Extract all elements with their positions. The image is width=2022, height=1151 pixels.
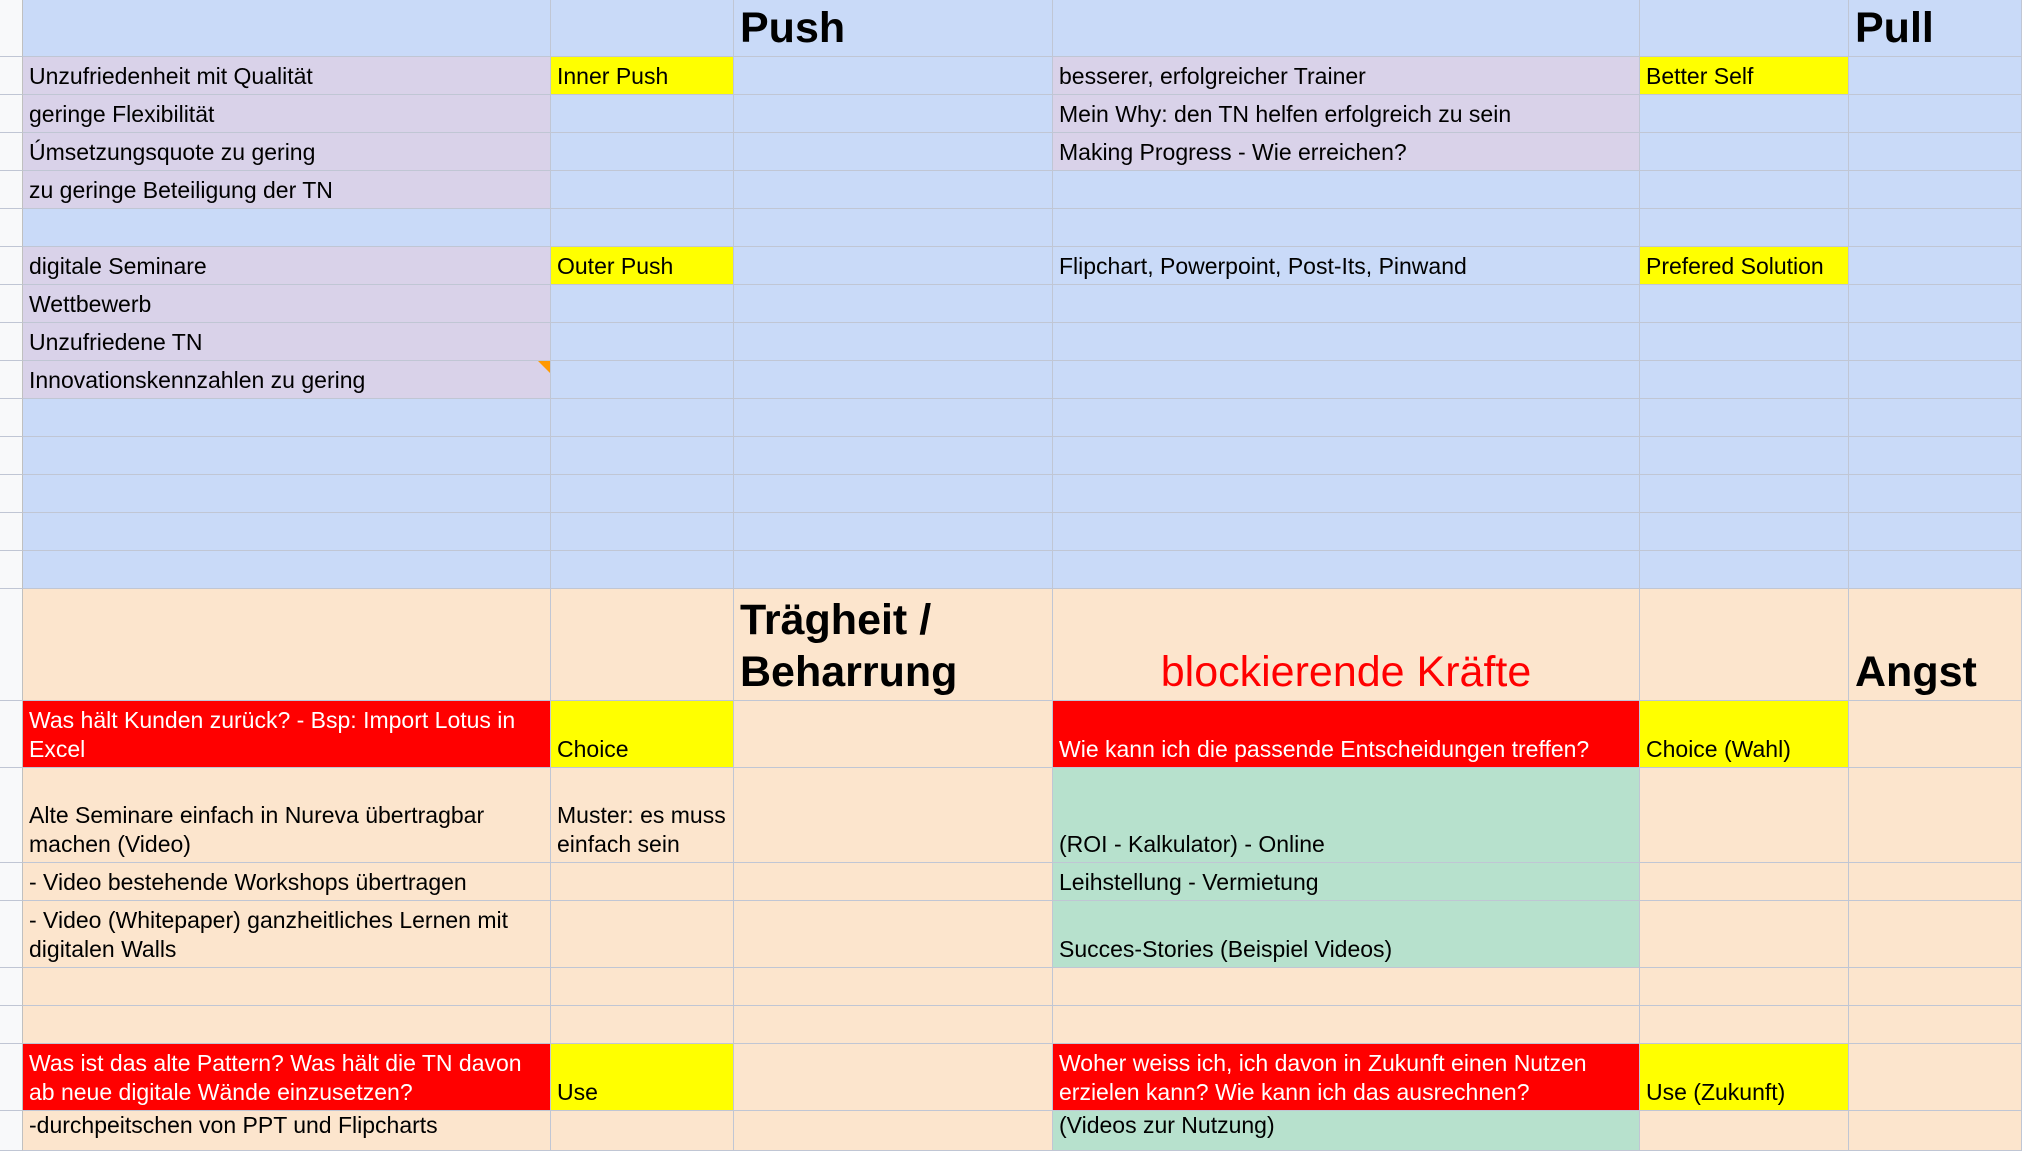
cell[interactable] [1849,901,2022,968]
cell[interactable] [23,437,551,475]
cell[interactable] [734,551,1053,589]
row-header[interactable] [0,95,23,133]
push-item[interactable]: zu geringe Beteiligung der TN [23,171,551,209]
push-item[interactable]: Innovationskennzahlen zu gering [23,361,551,399]
cell[interactable] [23,589,551,701]
cell[interactable] [23,551,551,589]
cell[interactable] [1849,475,2022,513]
cell[interactable] [734,1111,1053,1151]
cell[interactable] [1053,437,1640,475]
cell[interactable] [551,399,734,437]
cell[interactable] [551,95,734,133]
row-header[interactable] [0,323,23,361]
inertia-item[interactable]: - Video (Whitepaper) ganzheitliches Lernen mit digitalen Walls [23,901,551,968]
cell[interactable] [551,901,734,968]
cell[interactable] [734,1044,1053,1111]
choice-question[interactable]: Was hält Kunden zurück? - Bsp: Import Lotus in Excel [23,701,551,768]
row-header[interactable] [0,209,23,247]
inertia-item[interactable]: - Video bestehende Workshops übertragen [23,863,551,901]
cell[interactable] [551,0,734,57]
cell[interactable] [1640,95,1849,133]
cell[interactable] [1640,0,1849,57]
blocking-item[interactable]: Succes-Stories (Beispiel Videos) [1053,901,1640,968]
cell[interactable] [23,513,551,551]
cell[interactable] [1849,1111,2022,1151]
cell[interactable] [1849,437,2022,475]
cell[interactable] [551,437,734,475]
angst-header[interactable]: Angst [1849,589,2022,701]
cell[interactable] [1849,247,2022,285]
row-header[interactable] [0,768,23,863]
push-header[interactable]: Push [734,0,1053,57]
cell[interactable] [1640,968,1849,1006]
cell[interactable] [1849,95,2022,133]
cell[interactable] [734,57,1053,95]
cell[interactable] [1849,171,2022,209]
cell[interactable] [551,171,734,209]
cell[interactable] [1053,0,1640,57]
row-header[interactable] [0,863,23,901]
cell[interactable] [551,863,734,901]
use-right-question[interactable]: Woher weiss ich, ich davon in Zukunft einen Nutzen erzielen kann? Wie kann ich das ausrechnen? [1053,1044,1640,1111]
cell[interactable] [734,768,1053,863]
pull-header[interactable]: Pull [1849,0,2022,57]
cell[interactable] [1849,285,2022,323]
cell[interactable] [551,1111,734,1151]
cell[interactable] [551,968,734,1006]
cell[interactable] [1640,551,1849,589]
cell[interactable] [1640,863,1849,901]
use-right-label[interactable]: Use (Zukunft) [1640,1044,1849,1111]
cell[interactable] [1053,475,1640,513]
row-header[interactable] [0,247,23,285]
row-header[interactable] [0,1111,23,1151]
cell[interactable] [1849,399,2022,437]
row-header[interactable] [0,171,23,209]
cell[interactable] [1849,701,2022,768]
cell[interactable] [1849,133,2022,171]
cell[interactable] [1053,968,1640,1006]
choice-right-question[interactable]: Wie kann ich die passende Entscheidungen treffen? [1053,701,1640,768]
push-item[interactable]: Úmsetzungsquote zu gering [23,133,551,171]
cell[interactable] [1640,171,1849,209]
blocking-forces-header[interactable]: blockierende Kräfte [1053,589,1640,701]
cell[interactable] [734,323,1053,361]
pull-item[interactable]: Mein Why: den TN helfen erfolgreich zu sein [1053,95,1640,133]
prefered-solution-label[interactable]: Prefered Solution [1640,247,1849,285]
cell[interactable] [1053,285,1640,323]
row-header[interactable] [0,901,23,968]
push-item[interactable]: digitale Seminare [23,247,551,285]
row-header[interactable] [0,361,23,399]
cell[interactable] [1053,1006,1640,1044]
cell[interactable] [734,171,1053,209]
cell[interactable] [1640,768,1849,863]
cell[interactable] [734,133,1053,171]
cell[interactable] [734,901,1053,968]
row-header[interactable] [0,285,23,323]
cell[interactable] [734,399,1053,437]
inertia-header[interactable]: Trägheit / Beharrung [734,589,1053,701]
cell[interactable] [734,513,1053,551]
cell[interactable] [1640,513,1849,551]
cell[interactable] [734,968,1053,1006]
cell[interactable] [1849,1006,2022,1044]
better-self-label[interactable]: Better Self [1640,57,1849,95]
row-header[interactable] [0,1006,23,1044]
blocking-item[interactable]: (ROI - Kalkulator) - Online [1053,768,1640,863]
cell[interactable] [734,285,1053,323]
cell[interactable] [23,1006,551,1044]
choice-label[interactable]: Choice [551,701,734,768]
inertia-item[interactable]: Alte Seminare einfach in Nureva übertragbar machen (Video) [23,768,551,863]
cell[interactable] [1849,968,2022,1006]
row-header[interactable] [0,551,23,589]
cell[interactable] [551,133,734,171]
cell[interactable] [1849,323,2022,361]
cell[interactable] [1849,551,2022,589]
cell[interactable] [1053,171,1640,209]
cell[interactable] [1640,1006,1849,1044]
cell[interactable] [734,361,1053,399]
cell[interactable] [1053,551,1640,589]
row-header[interactable] [0,475,23,513]
cell[interactable] [551,285,734,323]
cell[interactable] [1640,399,1849,437]
cell[interactable] [734,95,1053,133]
row-header[interactable] [0,437,23,475]
cell[interactable] [551,323,734,361]
row-header[interactable] [0,399,23,437]
cell[interactable] [551,551,734,589]
push-item[interactable]: Unzufriedenheit mit Qualität [23,57,551,95]
inner-push-label[interactable]: Inner Push [551,57,734,95]
cell[interactable] [1640,285,1849,323]
cell[interactable] [1640,475,1849,513]
cell[interactable] [23,475,551,513]
cell[interactable] [734,247,1053,285]
cell[interactable] [1849,361,2022,399]
cell[interactable] [1640,901,1849,968]
cell[interactable] [23,968,551,1006]
cell[interactable] [1640,361,1849,399]
pull-item[interactable]: besserer, erfolgreicher Trainer [1053,57,1640,95]
cell[interactable] [1640,133,1849,171]
row-header[interactable] [0,57,23,95]
cell[interactable] [1640,1111,1849,1151]
cell[interactable] [734,209,1053,247]
cell[interactable] [1053,399,1640,437]
blocking-item[interactable]: (Videos zur Nutzung) [1053,1111,1640,1151]
cell[interactable] [1053,323,1640,361]
muster-note[interactable]: Muster: es muss einfach sein [551,768,734,863]
cell[interactable] [734,1006,1053,1044]
cell[interactable] [551,361,734,399]
cell[interactable] [1849,57,2022,95]
push-item[interactable]: Wettbewerb [23,285,551,323]
cell[interactable] [734,437,1053,475]
cell[interactable] [1849,209,2022,247]
row-header[interactable] [0,701,23,768]
pull-item[interactable]: Flipchart, Powerpoint, Post-Its, Pinwand [1053,247,1640,285]
row-header[interactable] [0,133,23,171]
use-question[interactable]: Was ist das alte Pattern? Was hält die TN davon ab neue digitale Wände einzusetzen? [23,1044,551,1111]
cell[interactable] [1640,209,1849,247]
cell[interactable] [551,209,734,247]
outer-push-label[interactable]: Outer Push [551,247,734,285]
cell[interactable] [23,0,551,57]
cell[interactable] [1849,513,2022,551]
cell[interactable] [23,399,551,437]
choice-right-label[interactable]: Choice (Wahl) [1640,701,1849,768]
row-header[interactable] [0,589,23,701]
cell[interactable] [1849,768,2022,863]
cell[interactable] [1053,513,1640,551]
cell[interactable] [1849,863,2022,901]
cell[interactable] [551,1006,734,1044]
cell[interactable] [1053,361,1640,399]
row-header[interactable] [0,0,23,57]
cell[interactable] [734,475,1053,513]
cell[interactable] [1849,1044,2022,1111]
cell[interactable] [734,701,1053,768]
row-header[interactable] [0,968,23,1006]
inertia-item[interactable]: -durchpeitschen von PPT und Flipcharts [23,1111,551,1151]
cell[interactable] [1053,209,1640,247]
pull-item[interactable]: Making Progress - Wie erreichen? [1053,133,1640,171]
cell[interactable] [1640,589,1849,701]
push-item[interactable]: Unzufriedene TN [23,323,551,361]
row-header[interactable] [0,513,23,551]
push-item[interactable]: geringe Flexibilität [23,95,551,133]
cell[interactable] [551,475,734,513]
cell[interactable] [23,209,551,247]
cell[interactable] [1640,323,1849,361]
cell[interactable] [551,589,734,701]
cell[interactable] [1640,437,1849,475]
cell[interactable] [551,513,734,551]
row-header[interactable] [0,1044,23,1111]
cell[interactable] [734,863,1053,901]
blocking-item[interactable]: Leihstellung - Vermietung [1053,863,1640,901]
use-label[interactable]: Use [551,1044,734,1111]
